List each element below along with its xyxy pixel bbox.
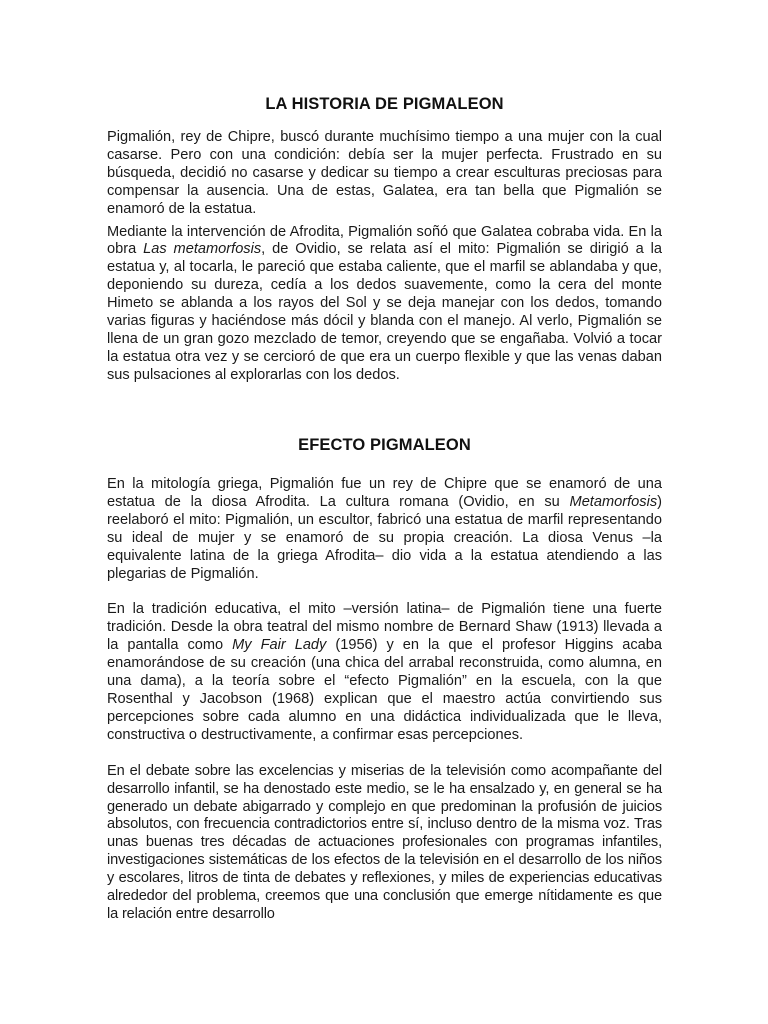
paragraph-text: (1956) y en la que el profesor Higgins acaba enamorándose de su creación (una chica del arrabal reconstruida, como alumna, en una dama), a la teoría sobre el “efecto Pigmalión” en la escuela, con la que Rosenthal y Jacobson (1968) explican que el maestro actúa convirtiendo sus percepciones sobre cada alumno en una didáctica individualizada que le lleva, constructiva o destructivamente, a confirmar esas percepciones. <box>107 637 662 743</box>
paragraph-text: , de Ovidio, se relata así el mito: Pigmalión se dirigió a la estatua y, al tocarla, le pareció que estaba caliente, que el marfil se ablandaba y que, deponiendo su dureza, cedía a los dedos suavemente, como la cera del monte Himeto se ablanda a los rayos del Sol y se deja manejar con los dedos, tomando varias figuras y haciéndose más dócil y blanda con el manejo. Al verlo, Pigmalión se llena de un gran gozo mezclado de temor, creyendo que se engañaba. Volvió a tocar la estatua otra vez y se cercioró de que era un cuerpo flexible y que las venas daban sus pulsaciones al explorarlas con los dedos. <box>107 241 663 383</box>
book-title-emphasis: Metamorfosis <box>569 493 658 510</box>
section-historia-body <box>107 129 662 385</box>
paragraph-text: ) reelaboró el mito: Pigmalión, un escultor, fabricó una estatua de marfil representando su ideal de mujer y se enamoró de su propia creación. La diosa Venus –la equivalente latina de la griega Afrodita– dio vida a la estatua atendiendo a las plegarias de Pigmalión. <box>107 493 662 582</box>
paragraph-historia-1: Pigmalión, rey de Chipre, buscó durante muchísimo tiempo a una mujer con la cual casarse. Pero con una condición: debía ser la mujer perfecta. Frustrado en su búsqueda, decidió no casarse y dedicar su tiempo a crear esculturas preciosas para compensar la ausencia. Una de estas, Galatea, era tan bella que Pigmalión se enamoró de la estatua. <box>107 129 662 217</box>
film-title-emphasis: My Fair Lady <box>232 637 327 654</box>
book-title-emphasis: Las metamorfosis <box>143 241 262 258</box>
paragraph-efecto-1 <box>107 476 662 583</box>
paragraph-text: En la tradición educativa, el mito –versión latina– de Pigmalión tiene una fuerte tradición. Desde la obra teatral del mismo nombre de Bernard Shaw (1913) llevada a la pantalla como <box>107 601 662 654</box>
section-efecto-body <box>107 476 662 924</box>
paragraph-efecto-3: En el debate sobre las excelencias y miserias de la televisión como acompañante del desarrollo infantil, se ha denostado este medio, se le ha ensalzado y, en general se ha generado un debate abigarrado y complejo en que predominan la profusión de juicios absolutos, con frecuencia contradictorios entre sí, incluso dentro de la misma voz. Tras unas buenas tres décadas de actuaciones profesionales con programas infantiles, investigaciones sistemáticas de los efectos de la televisión en el desarrollo de los niños y escolares, litros de tinta de debates y reflexiones, y miles de experiencias educativas alrededor del problema, creemos que una conclusión que emerge nítidamente es que la relación entre desarrollo <box>107 762 662 922</box>
paragraph-historia-2 <box>107 224 662 385</box>
section-title-historia: LA HISTORIA DE PIGMALEON <box>265 95 504 113</box>
paragraph-text: En la mitología griega, Pigmalión fue un rey de Chipre que se enamoró de una estatua de la diosa Afrodita. La cultura romana (Ovidio, en su <box>107 476 662 510</box>
paragraph-efecto-2 <box>107 601 662 744</box>
section-title-efecto: EFECTO PIGMALEON <box>298 436 471 454</box>
paragraph-text: Mediante la intervención de Afrodita, Pigmalión soñó que Galatea cobraba vida. En la obra <box>107 223 662 258</box>
